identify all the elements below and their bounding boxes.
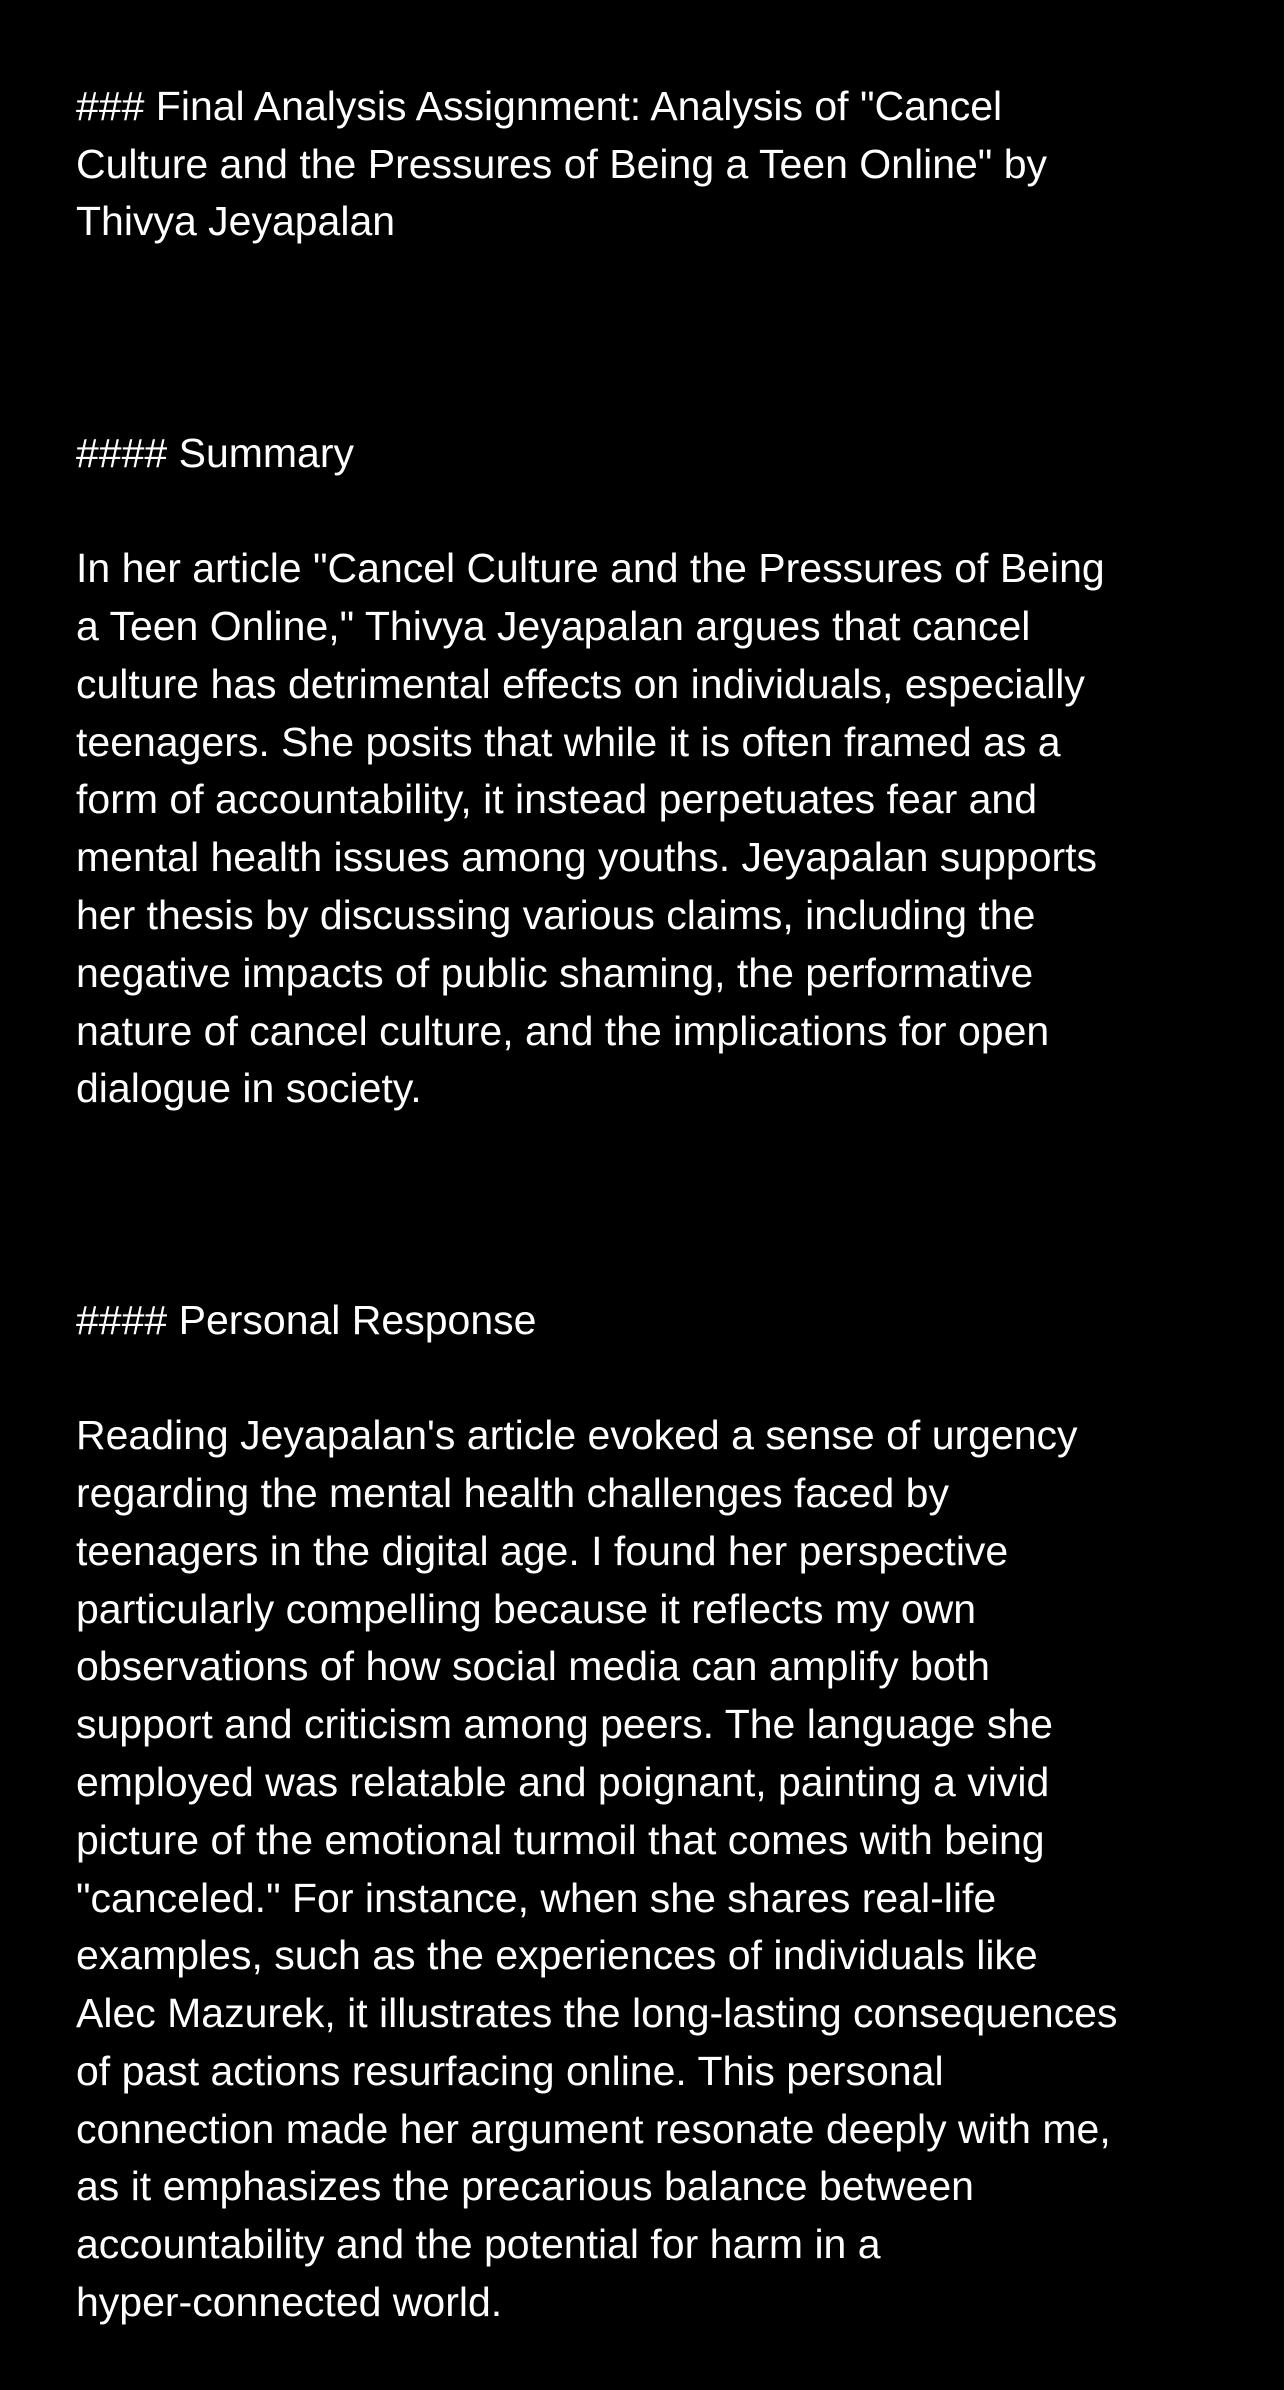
summary-paragraph: In her article "Cancel Culture and the Pressures of Being a Teen Online," Thivya Jeyapalan argues that cancel culture has detrimental effects on individuals, especially teenagers. She posits that while it is often framed as a form of accountability, it instead perpetuates fear and mental health issues among youths. Jeyapalan supports her thesis by discussing various claims, including the negative impacts of public shaming, the performative nature of cancel culture, and the implications for open dialogue in society. <box>76 545 1105 1112</box>
document-body <box>76 20 1226 2390</box>
paragraph-spacer <box>76 1176 1226 1234</box>
document-title: ### Final Analysis Assignment: Analysis of "Cancel Culture and the Pressures of Being a Teen Online" by Thivya Jeyapalan <box>76 82 1048 245</box>
summary-heading: #### Summary <box>76 429 355 476</box>
personal-response-paragraph: Reading Jeyapalan's article evoked a sense of urgency regarding the mental health challenges faced by teenagers in the digital age. I found her perspective particularly compelling because it reflects my own observations of how social media can amplify both support and criticism among peers. The language she employed was relatable and poignant, painting a vivid picture of the emotional turmoil that comes with being "canceled." For instance, when she shares real-life examples, such as the experiences of individuals like Alec Mazurek, it illustrates the long-lasting consequences of past actions resurfacing online. This personal connection made her argument resonate deeply with me, as it emphasizes the precarious balance between accountability and the potential for harm in a hyper-connected world. <box>76 1412 1118 2326</box>
paragraph-spacer <box>76 309 1226 367</box>
personal-response-heading: #### Personal Response <box>76 1296 537 1343</box>
